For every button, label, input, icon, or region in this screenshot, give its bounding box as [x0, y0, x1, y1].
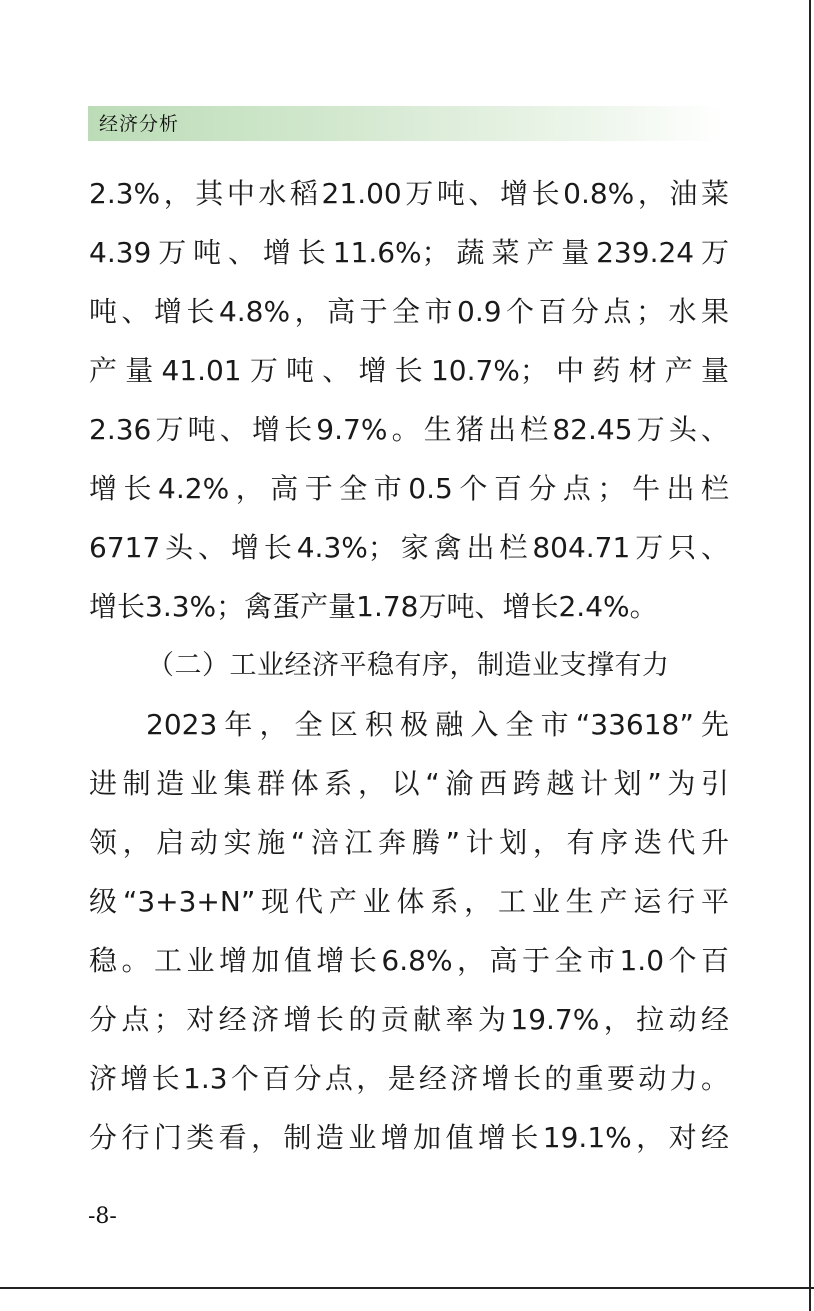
page-right-edge [809, 0, 811, 1311]
paragraph-line: 4.39万吨、增长11.6%；蔬菜产量239.24万 [89, 236, 729, 269]
paragraph-line: 吨、增长4.8%，高于全市0.9个百分点；水果 [89, 295, 729, 328]
paragraph-line: 领，启动实施“涪江奔腾”计划，有序迭代升 [89, 826, 729, 859]
page-bottom-edge [0, 1287, 814, 1289]
paragraph-line: 级“3+3+N”现代产业体系，工业生产运行平 [89, 885, 729, 918]
section-title: 经济分析 [99, 113, 180, 135]
paragraph-line: 济增长1.3个百分点，是经济增长的重要动力。 [89, 1062, 729, 1095]
paragraph-line: 2023年，全区积极融入全市“33618”先 [146, 708, 729, 741]
paragraph-line: 6717头、增长4.3%；家禽出栏804.71万只、 [89, 531, 729, 564]
paragraph-line: 分点；对经济增长的贡献率为19.7%，拉动经 [89, 1003, 729, 1036]
paragraph-line: 分行门类看，制造业增加值增长19.1%，对经 [89, 1121, 729, 1154]
paragraph-line: 产量41.01万吨、增长10.7%；中药材产量 [89, 354, 729, 387]
section-header-band [88, 106, 724, 141]
page-number: -8- [88, 1204, 117, 1229]
paragraph-line: 稳。工业增加值增长6.8%，高于全市1.0个百 [89, 944, 729, 977]
subsection-heading: （二）工业经济平稳有序，制造业支撑有力 [147, 650, 670, 681]
paragraph-line: 增长3.3%；禽蛋产量1.78万吨、增长2.4%。 [89, 590, 658, 623]
paragraph-line: 2.3%，其中水稻21.00万吨、增长0.8%，油菜 [89, 177, 729, 210]
paragraph-line: 2.36万吨、增长9.7%。生猪出栏82.45万头、 [89, 413, 729, 446]
paragraph-line: 进制造业集群体系，以“渝西跨越计划”为引 [89, 767, 729, 800]
body-text [89, 164, 729, 1167]
paragraph-line: 增长4.2%，高于全市0.5个百分点；牛出栏 [89, 472, 729, 505]
